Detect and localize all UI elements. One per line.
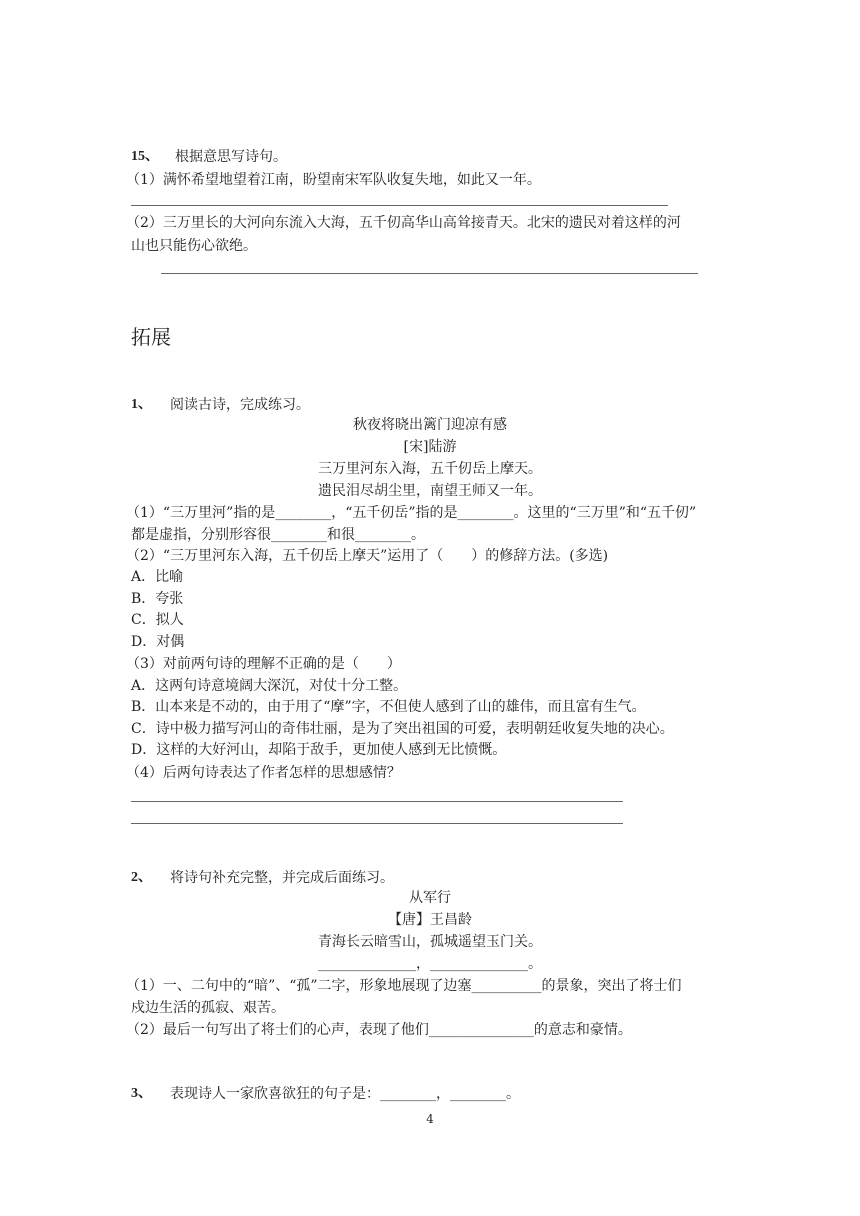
sub-question: （1）一、二句中的“暗”、“孤”二字，形象地展现了边塞__________的景象，突出了将士们 [126, 978, 682, 994]
poem-author: [宋]陆游 [403, 439, 457, 455]
answer-line [131, 205, 668, 206]
option: B．山本来是不动的，由于用了“摩”字，不但使人感到了山的雄伟，而且富有生气。 [131, 699, 646, 715]
option: C．诗中极力描写河山的奇伟壮丽，是为了突出祖国的可爱，表明朝廷收复失地的决心。 [131, 721, 674, 737]
sub-question: （4）后两句诗表达了作者怎样的思想感情？ [126, 765, 401, 781]
question-stem: 根据意思写诗句。 [175, 149, 287, 165]
poem-line: 青海长云暗雪山，孤城遥望玉门关。 [318, 934, 542, 950]
question-number: 1、 [131, 397, 152, 412]
option: C．拟人 [131, 612, 184, 628]
poem-line: 三万里河东入海，五千仞岳上摩天。 [318, 461, 542, 477]
question-stem: 将诗句补充完整，并完成后面练习。 [170, 870, 394, 886]
poem-title: 从军行 [409, 890, 451, 906]
sub-question: （1）“三万里河”指的是________，“五千仞岳”指的是________。这里的“三万里”和“五千仞” [126, 505, 697, 521]
sub-question: （2）“三万里河东入海，五千仞岳上摩天”运用了（ ）的修辞方法。(多选) [126, 548, 609, 564]
question-stem: 阅读古诗，完成练习。 [170, 397, 310, 413]
poem-author: 【唐】王昌龄 [388, 912, 472, 928]
question-number: 3、 [131, 1086, 152, 1101]
question-stem: 表现诗人一家欣喜欲狂的句子是：________，________。 [170, 1086, 520, 1102]
option: A．比喻 [131, 569, 184, 585]
poem-title: 秋夜将晓出篱门迎凉有感 [353, 417, 507, 433]
answer-line [131, 801, 623, 802]
sub-question-continued: 戍边生活的孤寂、艰苦。 [131, 1000, 285, 1016]
answer-line [131, 823, 623, 824]
option: B．夸张 [131, 591, 184, 607]
sub-question-continued: 都是虚指，分别形容很________和很________。 [131, 527, 425, 543]
sub-question: （1）满怀希望地望着江南，盼望南宋军队收复失地，如此又一年。 [126, 172, 541, 188]
question-number: 15、 [131, 149, 159, 164]
poem-line: 遗民泪尽胡尘里，南望王师又一年。 [318, 483, 542, 499]
option: D．这样的大好河山，却陷于敌手，更加使人感到无比愤慨。 [131, 742, 507, 758]
answer-line [161, 273, 698, 274]
sub-question: （2）三万里长的大河向东流入大海，五千仞高华山高耸接青天。北宋的遗民对着这样的河 [126, 215, 681, 231]
sub-question: （2）最后一句写出了将士们的心声，表现了他们_______________的意志和豪情。 [126, 1022, 632, 1038]
option: A．这两句诗意境阔大深沉，对仗十分工整。 [131, 678, 408, 694]
question-number: 2、 [131, 870, 152, 885]
page-number: 4 [426, 1112, 434, 1126]
poem-blank-line: ______________，______________。 [318, 956, 542, 972]
section-title: 拓展 [131, 325, 171, 349]
sub-question: （3）对前两句诗的理解不正确的是（ ） [126, 656, 401, 672]
option: D．对偶 [131, 634, 185, 650]
sub-question-continued: 山也只能伤心欲绝。 [131, 238, 257, 254]
